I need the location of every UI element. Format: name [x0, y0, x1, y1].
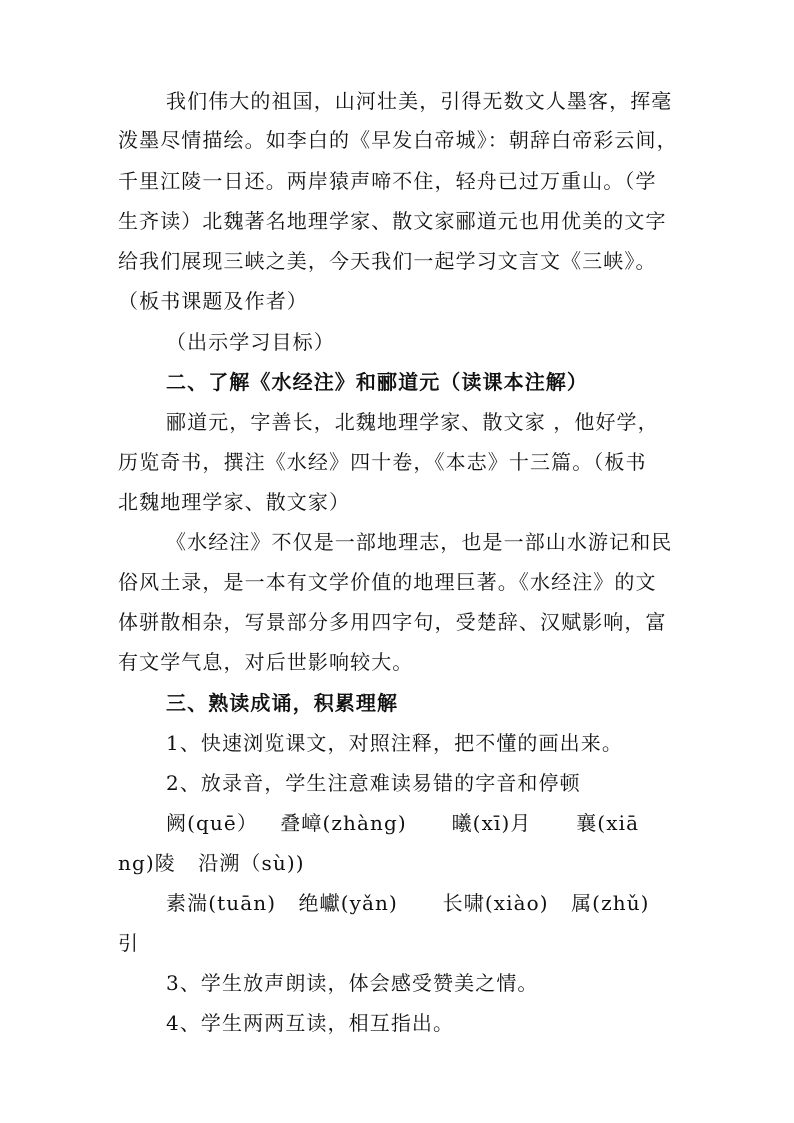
step-3: 3、学生放声朗读，体会感受赞美之情。 [166, 971, 539, 995]
section-heading-2: 二、了解《水经注》和郦道元（读课本注解） [166, 370, 588, 394]
paragraph-book-line-1: 《水经注》不仅是一部地理志，也是一部山水游记和民 [166, 530, 673, 554]
step-2: 2、放录音，学生注意难读易错的字音和停顿 [166, 771, 581, 795]
paragraph-intro-line-6: （板书课题及作者） [118, 289, 308, 313]
paragraph-book-line-3: 体骈散相杂，写景部分多用四字句，受楚辞、汉赋影响，富 [118, 610, 667, 634]
paragraph-intro-line-2: 泼墨尽情描绘。如李白的《早发白帝城》：朝辞白帝彩云间， [118, 128, 678, 152]
section-heading-3: 三、熟读成诵，积累理解 [166, 691, 399, 715]
step-1: 1、快速浏览课文，对照注释，把不懂的画出来。 [166, 731, 623, 755]
pronunciation-line-3: 素湍(tuān) 绝巘(yǎn) 长啸(xiào) 属(zhǔ) [166, 891, 650, 915]
paragraph-intro-line-4: 生齐读）北魏著名地理学家、散文家郦道元也用优美的文字 [118, 209, 667, 233]
paragraph-book-line-4: 有文学气息，对后世影响较大。 [118, 650, 414, 674]
paragraph-author-line-1: 郦道元，字善长，北魏地理学家、散文家 ，他好学， [166, 410, 659, 434]
learning-goals-note: （出示学习目标） [166, 330, 335, 354]
paragraph-author-line-2: 历览奇书，撰注《水经》四十卷，《本志》十三篇。（板书 [118, 450, 647, 474]
step-4: 4、学生两两互读，相互指出。 [166, 1011, 455, 1035]
paragraph-book-line-2: 俗风土录，是一本有文学价值的地理巨著。《水经注》的文 [118, 570, 657, 594]
pronunciation-line-2: ng)陵 沿溯（sù)) [118, 851, 305, 875]
paragraph-intro-line-1: 我们伟大的祖国，山河壮美，引得无数文人墨客，挥毫 [166, 89, 673, 113]
paragraph-intro-line-3: 千里江陵一日还。两岸猿声啼不住，轻舟已过万重山。（学 [118, 169, 657, 193]
paragraph-intro-line-5: 给我们展现三峡之美，今天我们一起学习文言文《三峡》。 [118, 249, 657, 273]
pronunciation-line-1: 阙(quē） 叠嶂(zhàng) 曦(xī)月 襄(xiā [166, 811, 640, 835]
paragraph-author-line-3: 北魏地理学家、散文家） [118, 490, 351, 514]
pronunciation-line-4: 引 [118, 931, 140, 955]
